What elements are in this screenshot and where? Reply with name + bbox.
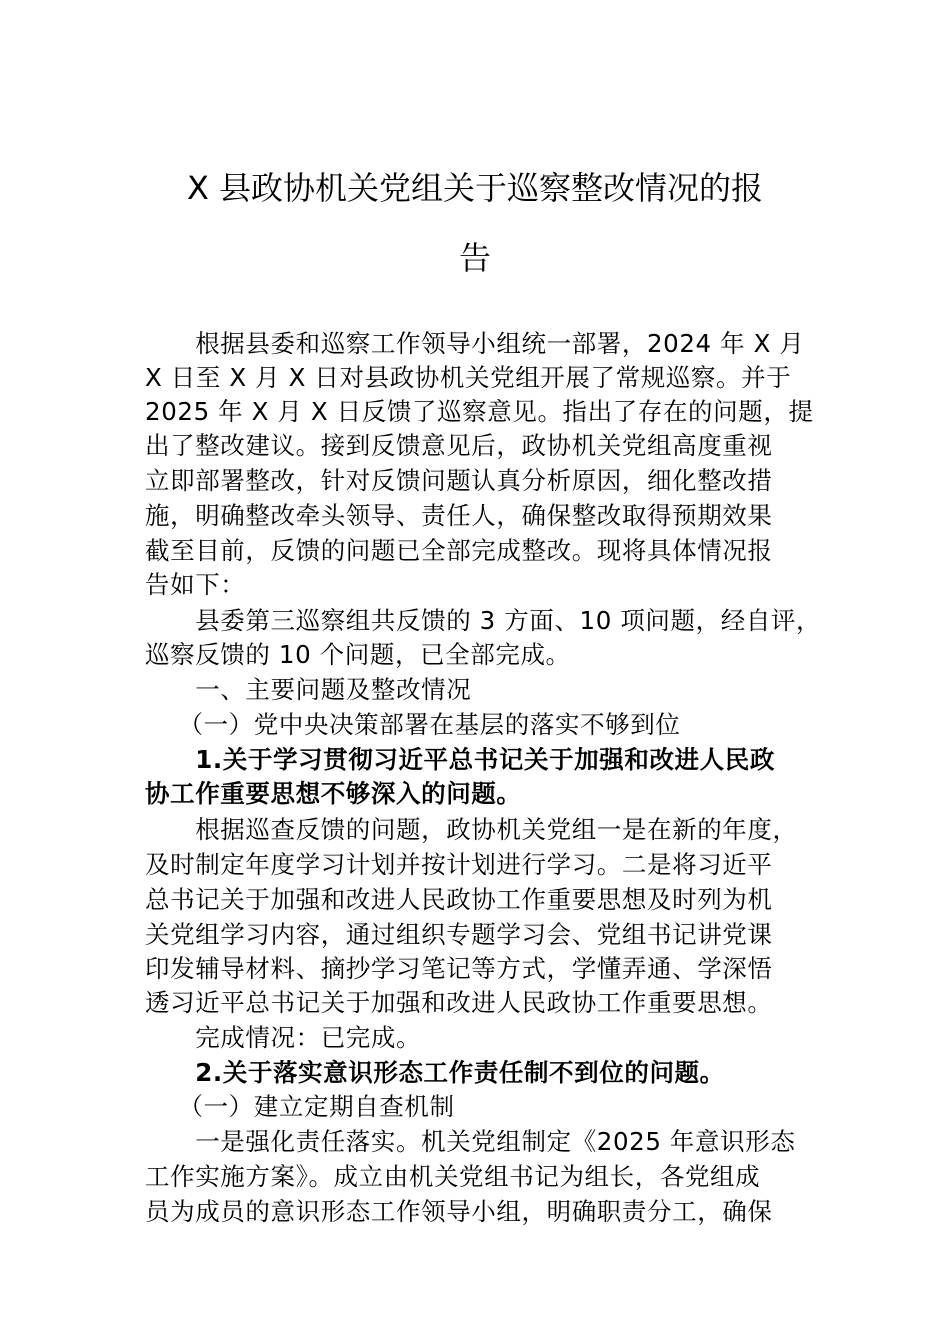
body-line: 告如下： xyxy=(145,570,246,599)
item-heading: 2.关于落实意识形态工作责任制不到位的问题。 xyxy=(145,1058,725,1087)
body-line: 总书记关于加强和改进人民政协工作重要思想及时列为机 xyxy=(145,885,773,914)
body-line: 及时制定年度学习计划并按计划进行学习。二是将习近平 xyxy=(145,850,773,879)
body-line: 截至目前，反馈的问题已全部完成整改。现将具体情况报 xyxy=(145,536,773,565)
body-line: 透习近平总书记关于加强和改进人民政协工作重要思想。 xyxy=(145,988,773,1017)
body-line: 根据巡查反馈的问题，政协机关党组一是在新的年度， xyxy=(145,815,798,844)
body-line: 一是强化责任落实。机关党组制定《2025 年意识形态 xyxy=(145,1127,796,1156)
body-line: 巡察反馈的 10 个问题，已全部完成。 xyxy=(145,640,571,669)
item-heading: 协工作重要思想不够深入的问题。 xyxy=(145,779,522,808)
body-line: 关党组学习内容，通过组织专题学习会、党组书记讲党课 xyxy=(145,920,773,949)
subsection-heading: （一）建立定期自查机制 xyxy=(145,1092,455,1121)
body-line: 员为成员的意识形态工作领导小组，明确职责分工，确保 xyxy=(145,1197,773,1226)
item-heading: 1.关于学习贯彻习近平总书记关于加强和改进人民政 xyxy=(145,745,775,774)
document-title-line-2: 告 xyxy=(458,239,491,277)
body-line: 出了整改建议。接到反馈意见后，政协机关党组高度重视 xyxy=(145,431,773,460)
body-line: 施，明确整改牵头领导、责任人，确保整改取得预期效果 xyxy=(145,501,773,530)
body-line: 2025 年 X 月 X 日反馈了巡察意见。指出了存在的问题，提 xyxy=(145,397,814,426)
body-line: 根据县委和巡察工作领导小组统一部署，2024 年 X 月 xyxy=(145,329,805,358)
document-title-line-1: X 县政协机关党组关于巡察整改情况的报 xyxy=(186,169,764,207)
body-line: X 日至 X 月 X 日对县政协机关党组开展了常规巡察。并于 xyxy=(145,363,792,392)
body-line: 工作实施方案》。成立由机关党组书记为组长，各党组成 xyxy=(145,1162,761,1191)
section-heading: 一、主要问题及整改情况 xyxy=(145,675,472,704)
subsection-heading: （一）党中央决策部署在基层的落实不够到位 xyxy=(145,710,681,739)
body-line: 印发辅导材料、摘抄学习笔记等方式，学懂弄通、学深悟 xyxy=(145,954,773,983)
completion-status: 完成情况：已完成。 xyxy=(145,1023,422,1052)
body-line: 县委第三巡察组共反馈的 3 方面、10 项问题，经自评， xyxy=(145,606,822,635)
body-line: 立即部署整改，针对反馈问题认真分析原因，细化整改措 xyxy=(145,466,773,495)
